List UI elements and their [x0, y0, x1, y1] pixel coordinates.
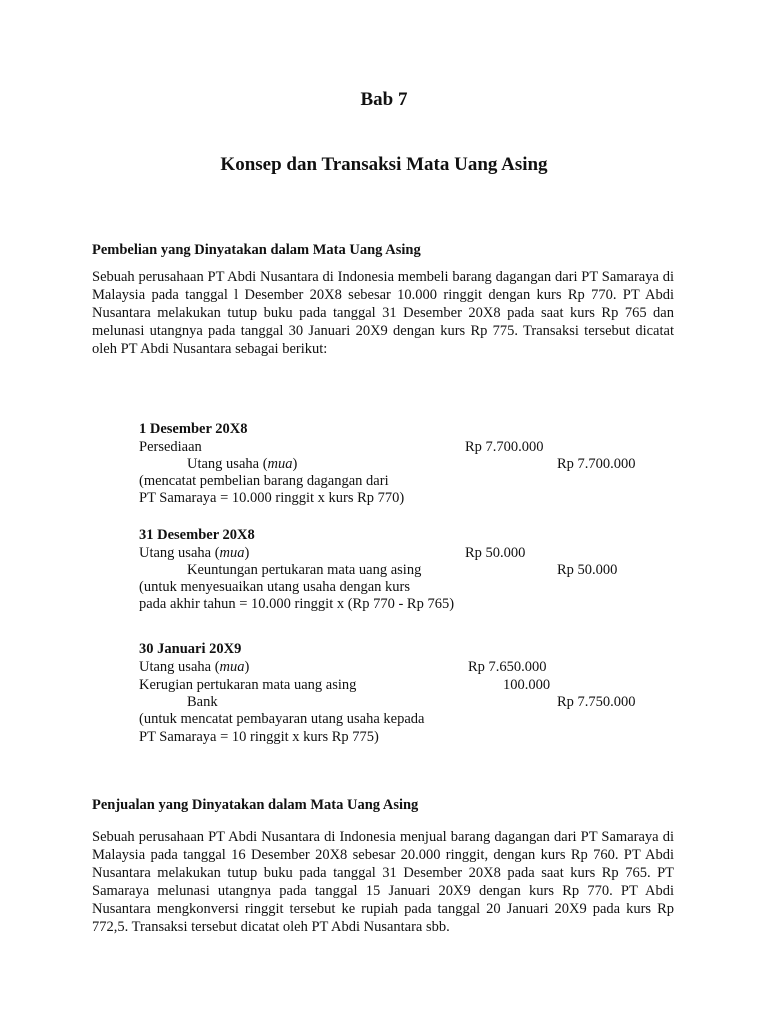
credit-amount: Rp 7.700.000 — [557, 456, 636, 472]
entry-note: (untuk mencatat pembayaran utang usaha kepada — [139, 711, 425, 727]
debit-account: Persediaan — [139, 439, 202, 455]
chapter-number: Bab 7 — [360, 89, 408, 110]
credit-account: Keuntungan pertukaran mata uang asing — [187, 562, 422, 578]
entry-date: 31 Desember 20X8 — [139, 527, 255, 543]
debit-account-2: Kerugian pertukaran mata uang asing — [139, 677, 357, 693]
debit-amount: Rp 7.650.000 — [468, 659, 547, 675]
debit-amount: Rp 7.700.000 — [465, 439, 544, 455]
credit-amount: Rp 50.000 — [557, 562, 618, 578]
section-heading-sale: Penjualan yang Dinyatakan dalam Mata Uang Asing — [92, 797, 419, 813]
debit-amount-2: 100.000 — [503, 677, 551, 693]
section-heading-purchase: Pembelian yang Dinyatakan dalam Mata Uang Asing — [92, 242, 421, 258]
debit-amount: Rp 50.000 — [465, 545, 526, 561]
entry-note: PT Samaraya = 10.000 ringgit x kurs Rp 770) — [139, 490, 405, 506]
credit-account: Utang usaha (mua) — [187, 456, 298, 472]
credit-amount: Rp 7.750.000 — [557, 694, 636, 710]
entry-note: (untuk menyesuaikan utang usaha dengan kurs — [139, 579, 410, 595]
entry-date: 1 Desember 20X8 — [139, 421, 248, 437]
debit-account: Utang usaha (mua) — [139, 659, 250, 675]
section-paragraph-sale: Sebuah perusahaan PT Abdi Nusantara di Indonesia menjual barang dagangan dari PT Samaraya di Malaysia pada tanggal 16 Desember 20X8 sebesar 20.000 ringgit, dengan kurs Rp 760. PT Abdi Nusantara melakukan tutup buku pada tanggal 31 Desember 20X8 pada saat kurs Rp 765. PT Samaraya melunasi utangnya pada tanggal 15 Januari 20X9 dengan kurs Rp 770. PT Abdi Nusantara mengkonversi ringgit tersebut ke rupiah pada tanggal 20 Januari 20X9 pada kurs Rp 772,5. Transaksi tersebut dicatat oleh PT Abdi Nusantara sbb. — [92, 829, 674, 935]
entry-note: PT Samaraya = 10 ringgit x kurs Rp 775) — [139, 729, 379, 745]
section-paragraph-purchase: Sebuah perusahaan PT Abdi Nusantara di Indonesia membeli barang dagangan dari PT Samaraya di Malaysia pada tanggal l Desember 20X8 sebesar 10.000 ringgit dengan kurs Rp 770. PT Abdi Nusantara melakukan tutup buku pada tanggal 31 Desember 20X8 pada saat kurs Rp 765 dan melunasi utangnya pada tanggal 30 Januari 20X9 dengan kurs Rp 775. Transaksi tersebut dicatat oleh PT Abdi Nusantara sebagai berikut: — [92, 269, 674, 357]
chapter-title: Konsep dan Transaksi Mata Uang Asing — [220, 154, 548, 175]
entry-note: (mencatat pembelian barang dagangan dari — [139, 473, 389, 489]
debit-account: Utang usaha (mua) — [139, 545, 250, 561]
entry-date: 30 Januari 20X9 — [139, 641, 242, 657]
entry-note: pada akhir tahun = 10.000 ringgit x (Rp 770 - Rp 765) — [139, 596, 455, 612]
credit-account: Bank — [187, 694, 218, 710]
